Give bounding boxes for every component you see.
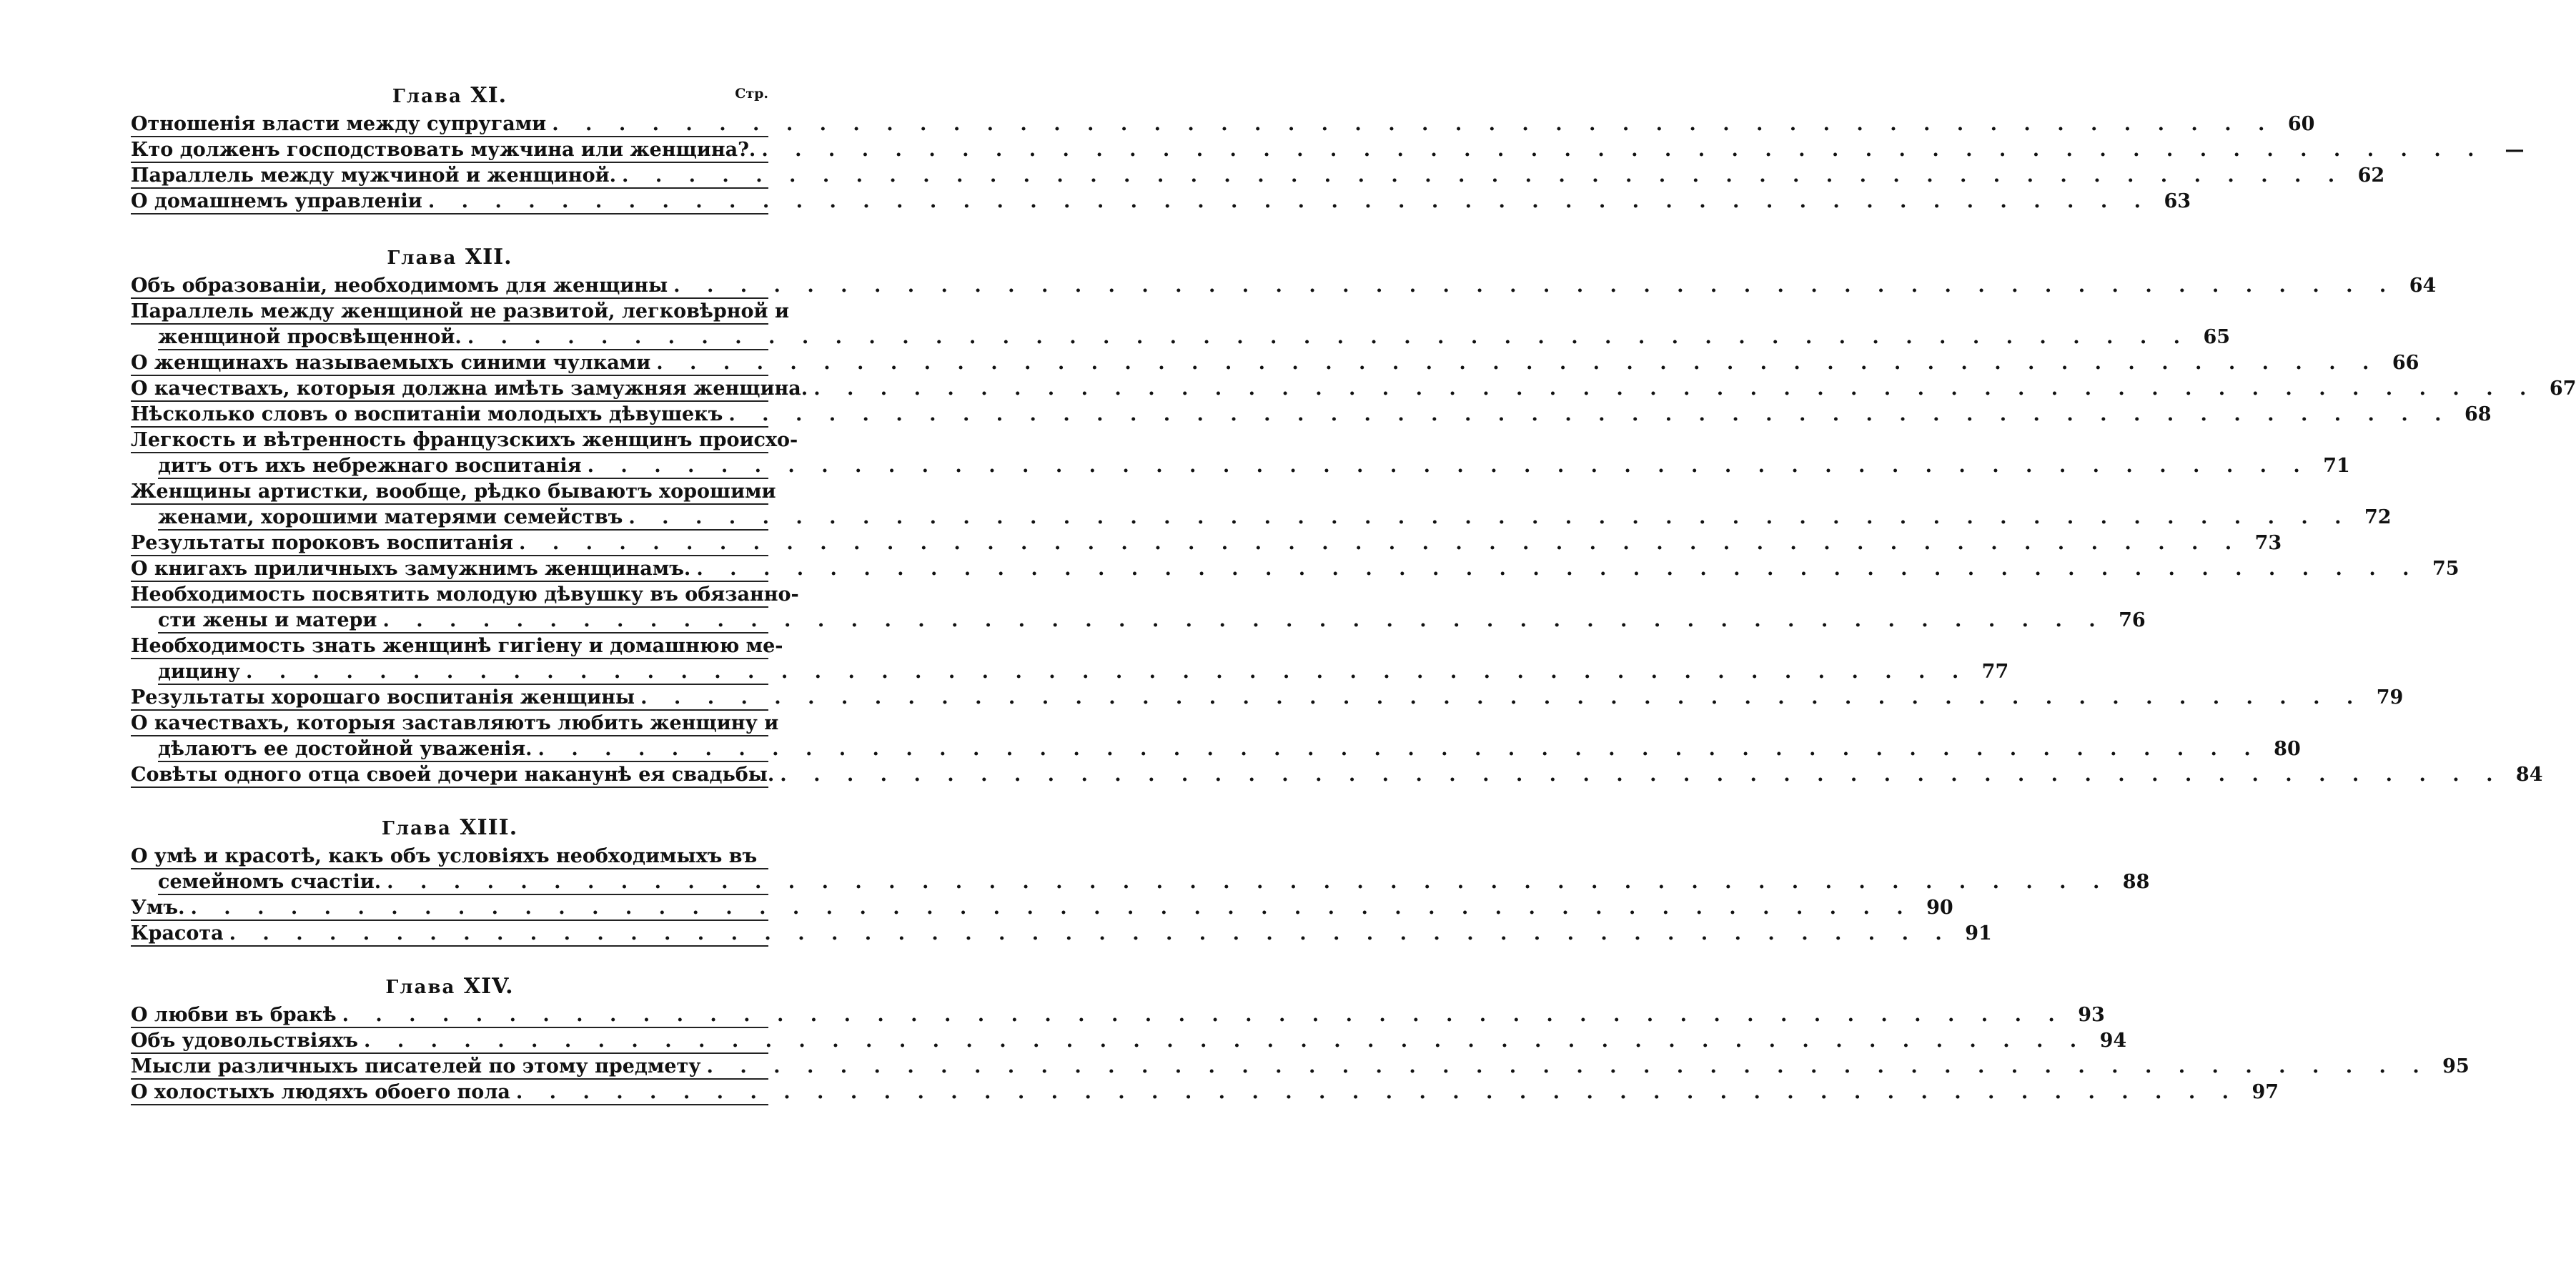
toc-entry-page-number: 84 [2515, 764, 2543, 786]
dot-leader [546, 112, 2274, 137]
toc-entry [131, 1080, 2279, 1105]
dot-leader [774, 762, 2502, 788]
toc-entry-title: дѣлаютъ ее достойной уваженія. [158, 738, 532, 760]
toc-entry-line [131, 1028, 2127, 1054]
chapter-spacer [131, 788, 768, 812]
chapter-number: XIV. [463, 974, 514, 999]
dot-leader [184, 895, 1913, 921]
chapter-heading-word: Глава [385, 977, 456, 998]
dot-leader [377, 608, 2105, 633]
toc-entry-title: Нѣсколько словъ о воспитаніи молодыхъ дѣвушекъ [131, 403, 723, 425]
toc-entry-line [131, 556, 2459, 582]
toc-entry-page-number: 75 [2432, 558, 2459, 580]
toc-entry [131, 273, 2437, 299]
dot-leader [513, 531, 2241, 556]
toc-entry-title: Результаты пороковъ воспитанія [131, 532, 514, 554]
toc-entry-title: Отношенія власти между супругами [131, 113, 547, 135]
toc-entry-line [131, 428, 798, 453]
chapter-spacer [131, 947, 768, 971]
toc-entry-title: Результаты хорошаго воспитанія женщины [131, 686, 635, 709]
toc-entry-line [131, 685, 2404, 711]
toc-entry-title: О книгахъ приличныхъ замужнимъ женщинамъ. [131, 558, 691, 580]
toc-entry-line [158, 736, 2301, 762]
chapter-heading-word: Глава [392, 86, 462, 107]
toc-entry-line [131, 633, 783, 659]
toc-entry [131, 376, 2576, 402]
toc-entry-line [131, 921, 1992, 947]
dot-leader [224, 921, 1952, 947]
toc-entry-page-number: 97 [2251, 1081, 2279, 1103]
toc-entry-title: О домашнемъ управленіи [131, 190, 422, 212]
toc-entry-line [131, 531, 2282, 556]
dot-leader [462, 325, 2190, 350]
toc-entry [131, 137, 2525, 163]
toc-entry [131, 163, 2385, 189]
toc-entry-title: Необходимость посвятить молодую дѣвушку въ обязанно- [131, 583, 799, 606]
toc-entry-page-number: 68 [2464, 403, 2492, 425]
toc-entry-page-number: 79 [2376, 686, 2404, 709]
toc-entry-title: Легкость и вѣтренность французскихъ женщинъ происхо- [131, 429, 798, 451]
chapters-container [131, 80, 2576, 1105]
toc-entry [131, 895, 1953, 921]
toc-entry-title: Совѣты одного отца своей дочери наканунѣ ея свадьбы. [131, 764, 775, 786]
toc-entry-line [131, 163, 2385, 189]
toc-entry [131, 582, 2146, 633]
toc-entry-line [131, 1080, 2279, 1105]
toc-entry-line [158, 608, 2146, 633]
toc-entry-page-number: 91 [1965, 922, 1992, 945]
toc-entry-title: О холостыхъ людяхъ обоего пола [131, 1081, 510, 1103]
toc-entry-page-number: 77 [1981, 661, 2009, 683]
chapter-section [131, 812, 2150, 947]
toc-entry-list [131, 844, 2150, 947]
toc-entry-line [131, 273, 2437, 299]
toc-entry-title: О умѣ и красотѣ, какъ объ условіяхъ необходимыхъ въ [131, 845, 758, 867]
chapter-heading-word: Глава [381, 818, 452, 839]
toc-entry-title: дицину [158, 661, 241, 683]
toc-entry [131, 1002, 2105, 1028]
chapter-heading-word: Глава [387, 247, 457, 269]
page-column-label: Стр. [735, 86, 768, 102]
toc-entry [131, 112, 2315, 137]
toc-entry-title: Кто долженъ господствовать мужчина или женщина?. [131, 139, 756, 161]
dot-leader [623, 505, 2351, 531]
toc-entry [131, 762, 2543, 788]
chapter-number: XII. [465, 245, 512, 270]
toc-entry-title: Параллель между мужчиной и женщиной. [131, 164, 617, 187]
toc-entry-title: Необходимость знать женщинѣ гигіену и домашнюю ме- [131, 635, 783, 657]
dot-leader [337, 1002, 2065, 1028]
toc-entry-line [158, 869, 2150, 895]
dot-leader [668, 273, 2396, 299]
toc-entry [131, 428, 2350, 479]
toc-entry-title: дитъ отъ ихъ небрежнаго воспитанія [158, 455, 582, 477]
dot-leader [616, 163, 2344, 189]
toc-entry-list [131, 273, 2576, 788]
chapter-number: XI. [470, 83, 507, 108]
chapter-section [131, 80, 2525, 215]
toc-entry [131, 844, 2150, 895]
dot-leader [381, 869, 2109, 895]
toc-entry-line [158, 505, 2392, 531]
chapter-heading [131, 971, 768, 1002]
dot-leader [582, 453, 2310, 479]
toc-entry-line [131, 350, 2419, 376]
toc-entry-page-number: 73 [2254, 532, 2282, 554]
toc-entry-line [131, 299, 790, 325]
chapter-heading [131, 242, 768, 273]
dot-leader [808, 376, 2536, 402]
toc-entry [131, 556, 2459, 582]
toc-entry-title: Параллель между женщиной не развитой, легковѣрной и [131, 300, 790, 322]
toc-entry [131, 1054, 2470, 1080]
toc-entry-title: Объ образованіи, необходимомъ для женщины [131, 275, 668, 297]
chapter-number: XIII. [460, 815, 518, 840]
toc-entry [131, 921, 1992, 947]
toc-entry-title: О качествахъ, которыя должна имѣть замужняя женщина. [131, 378, 808, 400]
toc-entry-list [131, 1002, 2470, 1105]
toc-entry-line [131, 137, 2525, 163]
toc-entry-line [131, 376, 2576, 402]
chapter-spacer [131, 215, 768, 242]
toc-entry-title: Умъ. [131, 897, 185, 919]
toc-entry-page-number: 66 [2392, 352, 2419, 374]
toc-entry [131, 402, 2492, 428]
toc-entry-page-number: 93 [2078, 1004, 2105, 1026]
toc-entry [131, 299, 2231, 350]
dot-leader [358, 1028, 2086, 1054]
toc-entry [131, 1028, 2127, 1054]
table-of-contents [131, 80, 2576, 1105]
toc-entry-line [131, 1054, 2470, 1080]
toc-entry-line [158, 659, 2009, 685]
toc-entry-line [131, 402, 2492, 428]
toc-entry-title: Красота [131, 922, 224, 945]
toc-entry-line [158, 325, 2231, 350]
dot-leader [510, 1080, 2239, 1105]
toc-entry-title: Женщины артистки, вообще, рѣдко бываютъ хорошими [131, 480, 776, 503]
toc-entry-line [131, 711, 779, 736]
toc-entry-page-number: 94 [2099, 1030, 2127, 1052]
toc-entry-line [131, 479, 776, 505]
toc-entry-line [131, 762, 2543, 788]
dot-leader [650, 350, 2379, 376]
dot-leader [532, 736, 2261, 762]
toc-entry-title: женщиной просвѣщенной. [158, 326, 462, 348]
toc-entry-title: семейномъ счастіи. [158, 871, 382, 893]
dot-leader [756, 137, 2484, 163]
dot-leader [422, 189, 2151, 215]
toc-entry-title: О женщинахъ называемыхъ синими чулками [131, 352, 651, 374]
chapter-heading [131, 80, 768, 112]
toc-entry-line [131, 1002, 2105, 1028]
dot-leader [240, 659, 1968, 685]
toc-entry [131, 189, 2191, 215]
toc-entry-page-number: 65 [2203, 326, 2231, 348]
toc-entry-page-number: 95 [2442, 1055, 2470, 1078]
toc-entry-page-number: 64 [2409, 275, 2437, 297]
toc-entry-title: Объ удовольствіяхъ [131, 1030, 359, 1052]
toc-entry-title: О качествахъ, которыя заставляютъ любить женщину и [131, 712, 779, 734]
toc-entry-list [131, 112, 2525, 215]
toc-entry-line [131, 582, 799, 608]
toc-entry-title: Мысли различныхъ писателей по этому предмету [131, 1055, 701, 1078]
chapter-heading [131, 812, 768, 844]
dot-leader [723, 402, 2451, 428]
toc-entry [131, 479, 2392, 531]
chapter-section [131, 242, 2576, 788]
chapter-section [131, 971, 2470, 1105]
toc-entry-page-number: 63 [2164, 190, 2191, 212]
toc-entry-title: женами, хорошими матерями семействъ [158, 506, 623, 528]
toc-entry-page-number: 60 [2287, 113, 2315, 135]
dot-leader [635, 685, 2363, 711]
toc-entry-page-number: 80 [2274, 738, 2301, 760]
toc-entry-page-number: 62 [2357, 164, 2385, 187]
toc-entry [131, 633, 2009, 685]
toc-entry-line [158, 453, 2350, 479]
toc-entry-title: сти жены и матери [158, 609, 377, 631]
toc-entry-line [131, 844, 768, 869]
toc-entry-page-number: 72 [2364, 506, 2392, 528]
toc-entry-line [131, 112, 2315, 137]
toc-entry-page-number: 88 [2122, 871, 2150, 893]
toc-entry-line [131, 189, 2191, 215]
dot-leader [701, 1054, 2429, 1080]
toc-entry-page-number: 67 [2549, 378, 2576, 400]
toc-entry [131, 350, 2419, 376]
toc-entry-page-number: 90 [1926, 897, 1953, 919]
toc-entry [131, 685, 2404, 711]
toc-entry-page-number: 76 [2119, 609, 2146, 631]
toc-entry [131, 531, 2282, 556]
toc-entry-line [131, 895, 1953, 921]
toc-entry-page-number: 71 [2323, 455, 2350, 477]
dot-leader [690, 556, 2419, 582]
toc-entry-page-number: — [2505, 139, 2525, 161]
toc-entry [131, 711, 2301, 762]
toc-entry-title: О любви въ бракѣ [131, 1004, 337, 1026]
